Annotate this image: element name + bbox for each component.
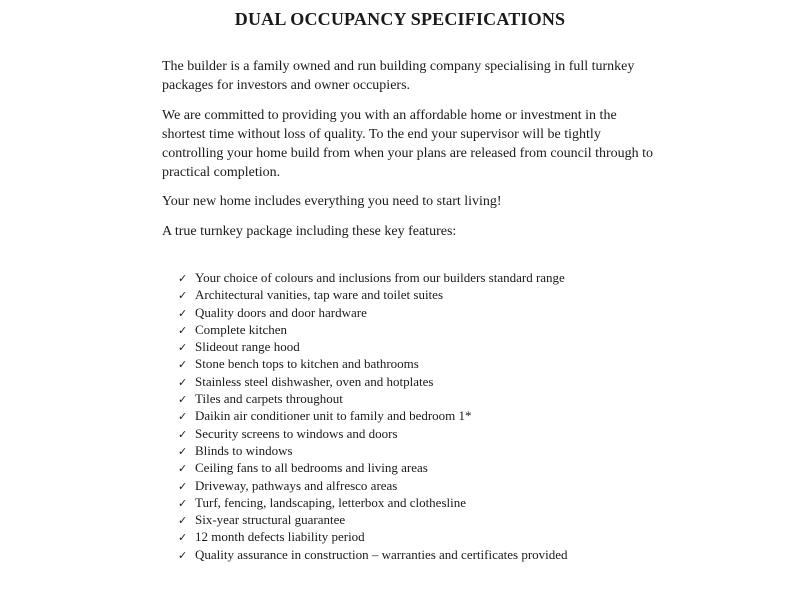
page-title: DUAL OCCUPANCY SPECIFICATIONS xyxy=(234,9,566,29)
feature-text: Turf, fencing, landscaping, letterbox and clothesline xyxy=(195,494,467,510)
feature-text: 12 month defects liability period xyxy=(195,529,365,545)
checkmark-icon: ✓ xyxy=(178,514,188,528)
feature-item xyxy=(178,459,568,476)
checkmark-icon: ✓ xyxy=(178,289,188,303)
checkmark-icon: ✓ xyxy=(178,358,188,372)
feature-item xyxy=(178,321,568,338)
checkmark-icon: ✓ xyxy=(178,462,188,476)
checkmark-icon: ✓ xyxy=(178,341,188,355)
intro-paragraph: The builder is a family owned and run building company specialising in full turnkey packages for investors and owner occupiers. xyxy=(162,59,635,93)
feature-text: Slideout range hood xyxy=(195,339,300,355)
feature-text: Your choice of colours and inclusions from our builders standard range xyxy=(195,270,565,285)
checkmark-icon: ✓ xyxy=(178,531,188,545)
feature-item xyxy=(178,528,568,545)
checkmark-icon: ✓ xyxy=(178,444,188,458)
feature-item xyxy=(178,425,568,442)
feature-list xyxy=(178,269,568,563)
feature-item xyxy=(178,304,568,321)
checkmark-icon: ✓ xyxy=(178,323,188,337)
feature-text: Architectural vanities, tap ware and toilet suites xyxy=(195,287,443,303)
feature-text: Tiles and carpets throughout xyxy=(195,391,343,407)
checkmark-icon: ✓ xyxy=(178,479,188,493)
feature-item xyxy=(178,355,568,372)
commitment-paragraph: We are committed to providing you with an affordable home or investment in the shortest time without loss of quality. To the end your supervisor will be tightly controlling your home build from when your plans are released from council through to practical completion. xyxy=(162,108,654,180)
feature-item xyxy=(178,286,568,303)
checkmark-icon: ✓ xyxy=(178,410,188,424)
feature-text: Complete kitchen xyxy=(195,321,288,337)
feature-item xyxy=(178,494,568,511)
checkmark-icon: ✓ xyxy=(178,496,188,510)
checkmark-icon: ✓ xyxy=(178,548,188,562)
feature-text: Stone bench tops to kitchen and bathrooms xyxy=(195,356,419,372)
feature-text: Ceiling fans to all bedrooms and living areas xyxy=(195,460,428,476)
feature-item xyxy=(178,373,568,390)
feature-text: Six-year structural guarantee xyxy=(195,512,346,528)
includes-paragraph: Your new home includes everything you need to start living! xyxy=(162,194,502,209)
feature-text: Quality assurance in construction – warranties and certificates provided xyxy=(195,546,568,562)
feature-text: Stainless steel dishwasher, oven and hotplates xyxy=(195,373,434,389)
feature-item xyxy=(178,477,568,494)
checkmark-icon: ✓ xyxy=(178,272,188,285)
feature-item xyxy=(178,338,568,355)
feature-item xyxy=(178,511,568,528)
features-intro-paragraph: A true turnkey package including these key features: xyxy=(162,224,457,239)
feature-item xyxy=(178,269,568,286)
feature-text: Security screens to windows and doors xyxy=(195,425,398,441)
checkmark-icon: ✓ xyxy=(178,427,188,441)
feature-item xyxy=(178,407,568,424)
feature-text: Daikin air conditioner unit to family and bedroom 1* xyxy=(195,408,472,424)
feature-text: Driveway, pathways and alfresco areas xyxy=(195,477,398,493)
checkmark-icon: ✓ xyxy=(178,375,188,389)
checkmark-icon: ✓ xyxy=(178,306,188,320)
feature-text: Blinds to windows xyxy=(195,442,293,458)
feature-item xyxy=(178,442,568,459)
checkmark-icon: ✓ xyxy=(178,393,188,407)
feature-item xyxy=(178,390,568,407)
feature-item xyxy=(178,546,568,563)
feature-text: Quality doors and door hardware xyxy=(195,304,367,320)
